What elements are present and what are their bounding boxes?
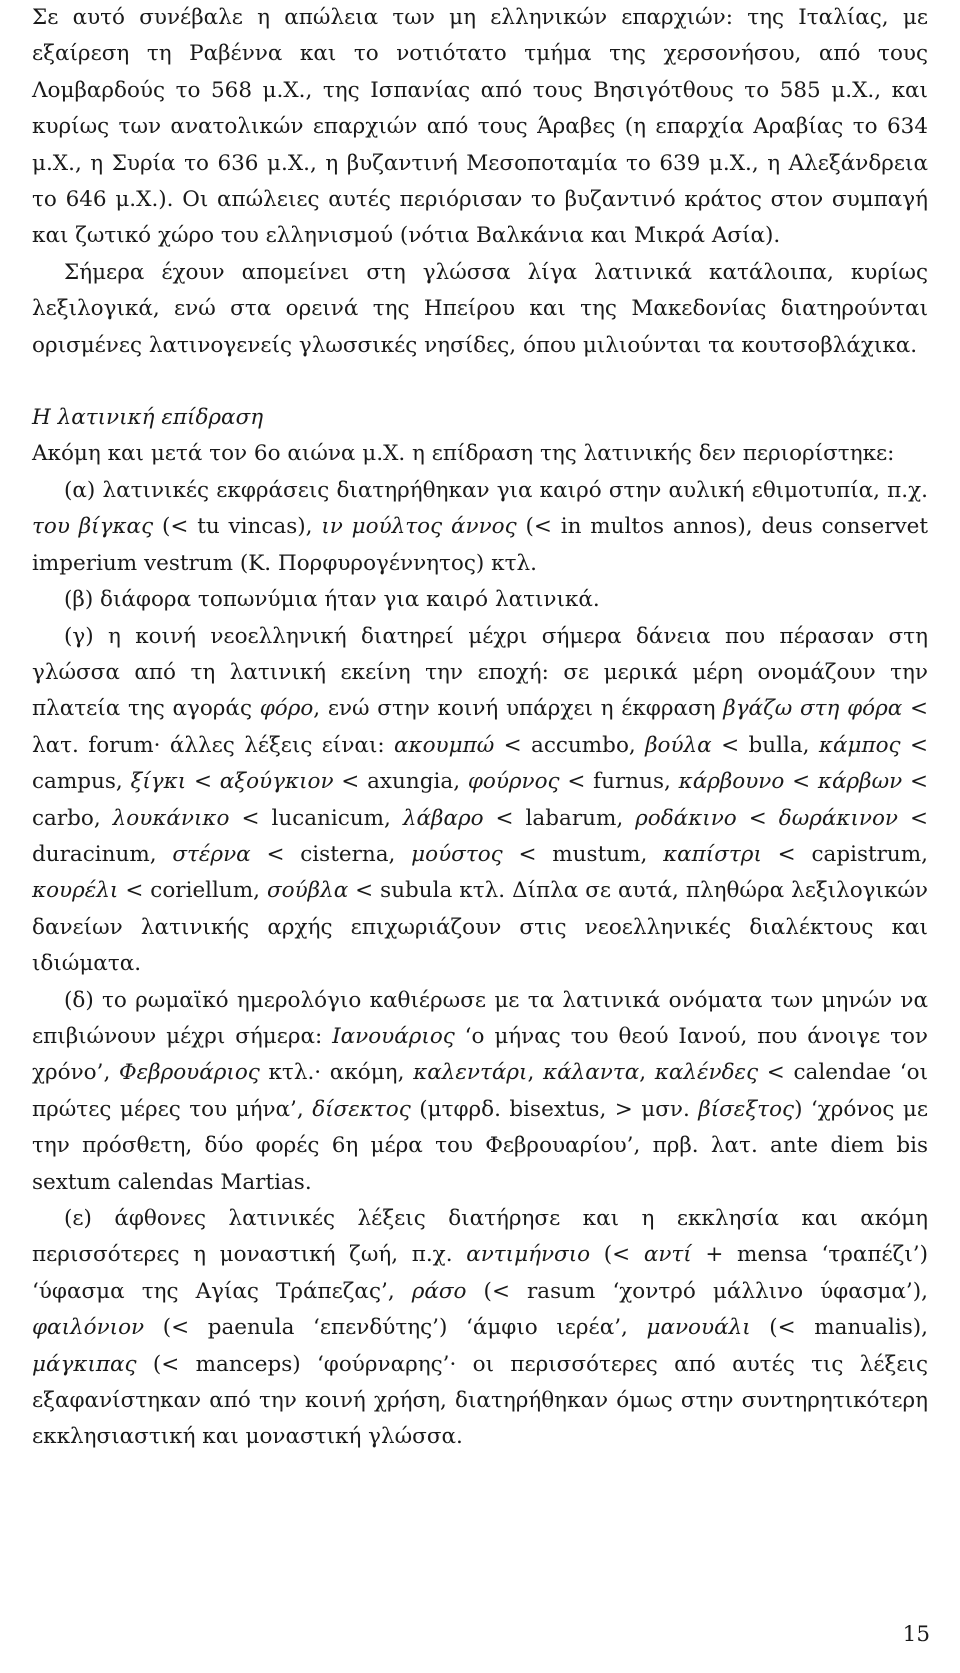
page-number: 15	[902, 1622, 930, 1647]
list-item-a: (α) λατινικές εκφράσεις διατηρήθηκαν για καιρό στην αυλική εθιμοτυπία, π.χ. του βίγκας (< tu vincas), ιν μούλτος άννος (< in multos annos), deus conservet imperium vestrum (Κ. Πορφυρογέννητος) κτλ.	[32, 477, 928, 576]
paragraph-latin-influence-intro: Ακόμη και μετά τον 6ο αιώνα μ.Χ. η επίδραση της λατινικής δεν περιορίστηκε:	[32, 441, 895, 467]
section-heading: Η λατινική επίδραση	[32, 405, 264, 431]
paragraph-latin-remnants: Σήμερα έχουν απομείνει στη γλώσσα λίγα λατινικά κατάλοιπα, κυρίως λεξιλογικά, ενώ στα ορεινά της Ηπείρου και της Μακεδονίας διατηρούνται ορισμένες λατινογενείς γλωσσικές νησίδες, όπου μιλιούνται τα κουτσοβλάχικα.	[32, 259, 928, 358]
list-item-d: (δ) το ρωμαϊκό ημερολόγιο καθιέρωσε με τα λατινικά ονόματα των μηνών να επιβιώνουν μέχρι σήμερα: Ιανουάριος ‘ο μήνας του θεού Ιανού, που άνοιγε τον χρόνο’, Φεβρουάριος κτλ.· ακόμη, καλεντάρι, κάλαντα, καλένδες < calendae ‘οι πρώτες μέρες του μήνα’, δίσεκτος (μτφρδ. bisextus, > μσν. βίσεξτος) ‘χρόνος με την πρόσθετη, δύο φορές 6η μέρα του Φεβρουαρίου’, πρβ. λατ. ante diem bis sextum calendas Martias.	[32, 987, 929, 1195]
list-item-c: (γ) η κοινή νεοελληνική διατηρεί μέχρι σήμερα δάνεια που πέρασαν στη γλώσσα από τη λατινική εκείνη την εποχή: σε μερικά μέρη ονομάζουν την πλατεία της αγοράς φόρο, ενώ στην κοινή υπάρχει η έκφραση βγάζω στη φόρα < λατ. forum· άλλες λέξεις είναι: ακουμπώ < accumbo, βούλα < bulla, κάμπος < campus, ξίγκι < αξούγκιον < axungia, φούρνος < furnus, κάρβουνο < κάρβων < carbo, λουκάνικο < lucanicum, λάβαρο < labarum, ροδάκινο < δωράκινον < duracinum, στέρνα < cisterna, μούστος < mustum, καπίστρι < capistrum, κουρέλι < coriellum, σούβλα < subula κτλ. Δίπλα σε αυτά, πληθώρα λεξιλογικών δανείων λατινικής αρχής επιχωριάζουν στις νεοελληνικές διαλέκτους και ιδιώματα.	[32, 623, 929, 977]
paragraph-territorial-losses: Σε αυτό συνέβαλε η απώλεια των μη ελληνικών επαρχιών: της Ιταλίας, με εξαίρεση τη Ραβέννα και το νοτιότατο τμήμα της χερσονήσου, από τους Λομβαρδούς το 568 μ.Χ., της Ισπανίας από τους Βησιγότθους το 585 μ.Χ., και κυρίως των ανατολικών επαρχιών από τους Άραβες (η επαρχία Αραβίας το 634 μ.Χ., η Συρία το 636 μ.Χ., η βυζαντινή Μεσοποταμία το 639 μ.Χ., η Αλεξάνδρεια το 646 μ.Χ.). Οι απώλειες αυτές περιόρισαν το βυζαντινό κράτος στον συμπαγή και ζωτικό χώρο του ελληνισμού (νότια Βαλκάνια και Μικρά Ασία).	[32, 5, 928, 249]
list-item-b: (β) διάφορα τοπωνύμια ήταν για καιρό λατινικά.	[64, 587, 600, 613]
list-item-e: (ε) άφθονες λατινικές λέξεις διατήρησε και η εκκλησία και ακόμη περισσότερες η μοναστική ζωή, π.χ. αντιμήνσιο (< αντί + mensa ‘τραπέζι’) ‘ύφασμα της Αγίας Τράπεζας’, ράσο (< rasum ‘χοντρό μάλλινο ύφασμα’), φαιλόνιον (< paenula ‘επενδύτης’) ‘άμφιο ιερέα’, μανουάλι (< manualis), μάγκιπας (< manceps) ‘φούρναρης’· οι περισσότερες από αυτές τις λέξεις εξαφανίστηκαν από την κοινή χρήση, διατηρήθηκαν όμως στην συντηρητικότερη εκκλησιαστική και μοναστική γλώσσα.	[32, 1206, 928, 1450]
document-page	[32, 0, 928, 1456]
